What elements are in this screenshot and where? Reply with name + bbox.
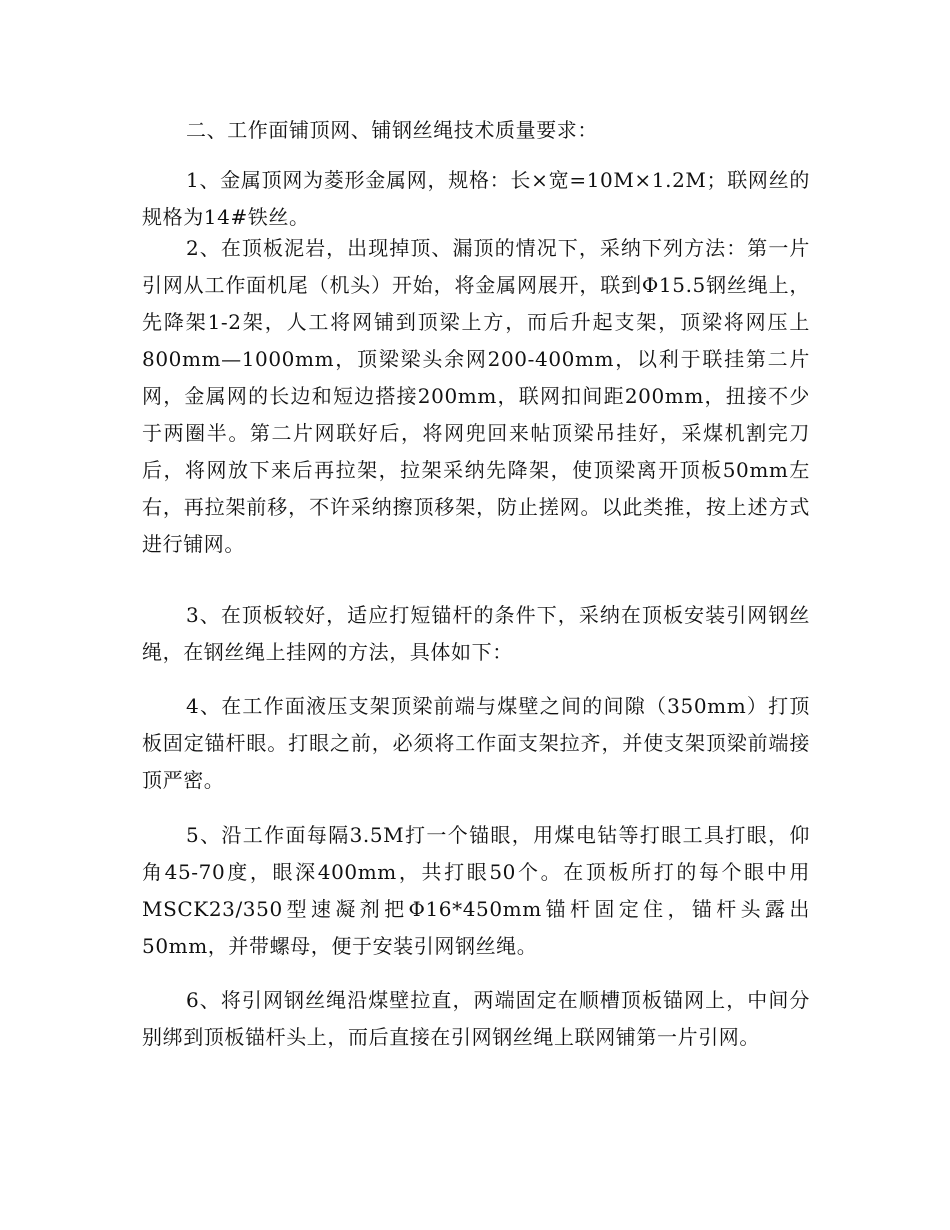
paragraph-1: 1、金属顶网为菱形金属网，规格：长×宽=10M×1.2M；联网丝的规格为14#铁丝。: [142, 168, 810, 229]
paragraph-6: 6、将引网钢丝绳沿煤壁拉直，两端固定在顺槽顶板锚网上，中间分别绑到顶板锚杆头上，而后直接在引网钢丝绳上联网铺第一片引网。: [142, 988, 810, 1049]
paragraph-2: 2、在顶板泥岩，出现掉顶、漏顶的情况下，采纳下列方法：第一片引网从工作面机尾（机头）开始，将金属网展开，联到Φ15.5钢丝绳上，先降架1-2架，人工将网铺到顶梁上方，而后升起支架，顶梁将网压上800mm—1000mm，顶梁梁头余网200-400mm，以利于联挂第二片网，金属网的长边和短边搭接200mm，联网扣间距200mm，扭接不少于两圈半。第二片网联好后，将网兜回来帖顶梁吊挂好，采煤机割完刀后，将网放下来后再拉架，拉架采纳先降架，使顶梁离开顶板50mm左右，再拉架前移，不许采纳擦顶移架，防止搓网。以此类推，按上述方式进行铺网。: [142, 236, 810, 556]
paragraph-4: 4、在工作面液压支架顶梁前端与煤壁之间的间隙（350mm）打顶板固定锚杆眼。打眼之前，必须将工作面支架拉齐，并使支架顶梁前端接顶严密。: [142, 694, 810, 792]
paragraph-3: 3、在顶板较好，适应打短锚杆的条件下，采纳在顶板安装引网钢丝绳，在钢丝绳上挂网的方法，具体如下：: [142, 603, 810, 664]
paragraph-5: 5、沿工作面每隔3.5M打一个锚眼，用煤电钻等打眼工具打眼，仰角45-70度，眼深400mm，共打眼50个。在顶板所打的每个眼中用MSCK23/350型速凝剂把Φ16*450mm锚杆固定住，锚杆头露出50mm，并带螺母，便于安装引网钢丝绳。: [142, 823, 810, 958]
section-heading: 二、工作面铺顶网、铺钢丝绳技术质量要求：: [186, 118, 598, 142]
